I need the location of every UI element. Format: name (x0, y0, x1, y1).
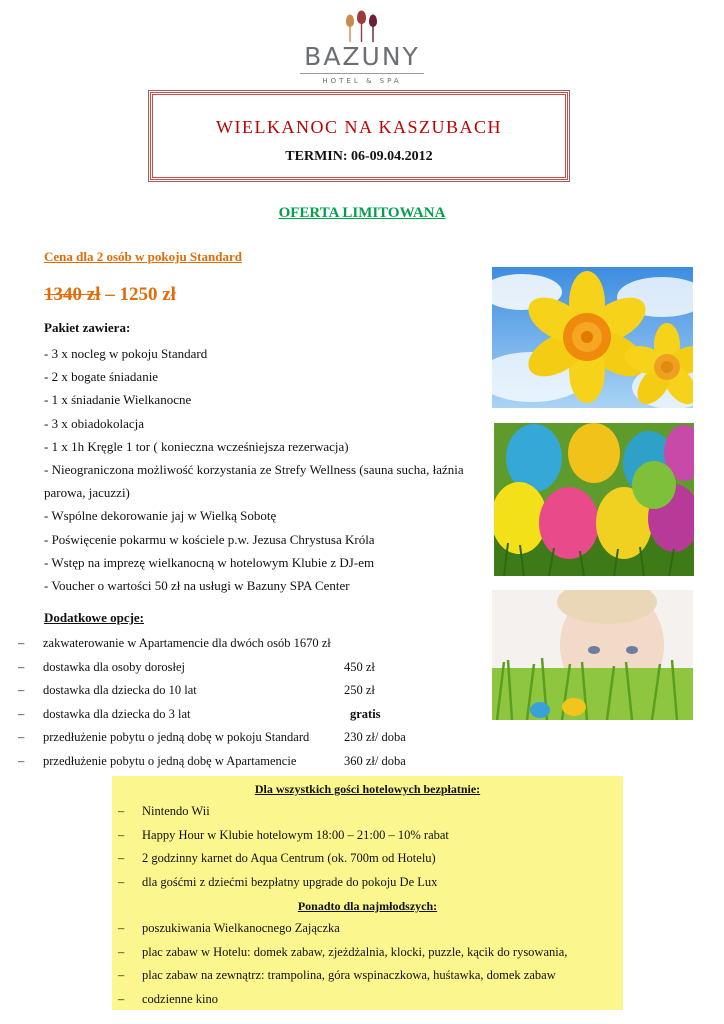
kids-list (112, 917, 623, 1011)
extras-label: zakwaterowanie w Apartamencie dla dwóch osób 1670 zł (43, 636, 331, 650)
package-item: - Poświęcenie pokarmu w kościele p.w. Jezusa Chrystusa Króla (44, 531, 375, 547)
extras-price: 450 zł (344, 659, 375, 674)
logo-brand-name: BAZUNY (304, 42, 420, 71)
list-dash: – (18, 636, 25, 650)
package-item: - Nieograniczona możliwość korzystania ze Strefy Wellness (sauna sucha, łaźnia (44, 462, 464, 478)
free-service-item (112, 871, 623, 895)
kids-item (112, 988, 623, 1012)
extras-label: dostawka dla osoby dorosłej (43, 659, 185, 674)
limited-offer-label: OFERTA LIMITOWANA (278, 205, 446, 221)
extras-price: 360 zł/ doba (344, 753, 406, 768)
free-service-label: Happy Hour w Klubie hotelowym 18:00 – 21:00 – 10% rabat (142, 827, 449, 842)
logo-divider (300, 73, 424, 74)
new-price: 1250 zł (119, 284, 176, 305)
list-dash: – (118, 921, 125, 935)
list-dash: – (18, 659, 25, 674)
event-term: TERMIN: 06-09.04.2012 (285, 149, 433, 164)
extras-item (0, 679, 460, 703)
free-service-item (112, 824, 623, 848)
page-title: WIELKANOC NA KASZUBACH (216, 117, 502, 137)
extras-label: przedłużenie pobytu o jedną dobę w pokoju Standard (43, 730, 310, 744)
list-dash: – (118, 944, 125, 959)
package-item: - 2 x bogate śniadanie (44, 369, 159, 385)
list-dash: – (18, 706, 25, 721)
list-dash: – (118, 804, 125, 818)
easter-eggs-photo (494, 423, 694, 576)
kids-item (112, 941, 623, 965)
kids-item (112, 917, 623, 941)
extras-label: przedłużenie pobytu o jedną dobę w Apartamencie (43, 753, 297, 768)
price-separator: – (100, 284, 120, 305)
package-list (44, 342, 490, 597)
extras-item (0, 703, 460, 727)
list-dash: – (18, 683, 25, 697)
extras-label: dostawka dla dziecka do 3 lat (43, 706, 191, 721)
header-box (150, 92, 568, 180)
extras-item (0, 750, 460, 774)
child-egg-hunt-photo (492, 590, 693, 720)
price (44, 284, 176, 306)
package-item: - 1 x 1h Kręgle 1 tor ( konieczna wcześniejsza rezerwacja) (44, 438, 349, 454)
kids-label: plac zabaw na zewnątrz: trampolina, góra wspinaczkowa, huśtawka, domek zabaw (142, 968, 556, 982)
free-services-box (112, 776, 623, 1010)
old-price: 1340 zł (44, 284, 101, 305)
package-item: - Voucher o wartości 50 zł na usługi w Bazuny SPA Center (44, 578, 350, 594)
package-item: - Wstęp na imprezę wielkanocną w hotelowym Klubie z DJ-em (44, 554, 375, 570)
package-item: - 1 x śniadanie Wielkanocne (44, 392, 192, 408)
daffodil-photo (492, 267, 693, 408)
extras-item (0, 726, 460, 750)
list-dash: – (118, 874, 125, 889)
hotel-logo (296, 8, 428, 88)
list-dash: – (118, 851, 125, 865)
price-heading: Cena dla 2 osób w pokoju Standard (44, 249, 242, 264)
kids-label: codzienne kino (142, 991, 219, 1006)
trees-logo-icon (342, 8, 382, 44)
package-item: - 3 x obiadokolacja (44, 415, 144, 431)
list-dash: – (118, 827, 125, 842)
kids-heading: Ponadto dla najmłodszych: (297, 899, 438, 913)
kids-item (112, 964, 623, 988)
extras-list (0, 632, 460, 773)
kids-label: poszukiwania Wielkanocnego Zajączka (142, 921, 340, 935)
logo-subtitle: HOTEL & SPA (322, 77, 402, 85)
extras-heading: Dodatkowe opcje: (44, 610, 145, 625)
free-service-item (112, 847, 623, 871)
package-item: - Wspólne dekorowanie jaj w Wielką Sobotę (44, 508, 277, 524)
package-item: - 3 x nocleg w pokoju Standard (44, 346, 208, 361)
list-dash: – (18, 730, 25, 744)
package-item: parowa, jacuzzi) (44, 485, 130, 501)
free-services-heading: Dla wszystkich gości hotelowych bezpłatnie: (254, 782, 481, 796)
extras-price: gratis (350, 706, 381, 721)
extras-label: dostawka dla dziecka do 10 lat (43, 683, 197, 697)
list-dash: – (18, 753, 25, 768)
kids-label: plac zabaw w Hotelu: domek zabaw, zjeżdżalnia, klocki, puzzle, kącik do rysowania, (142, 944, 568, 959)
package-heading: Pakiet zawiera: (44, 320, 131, 335)
free-service-label: dla gośćmi z dziećmi bezpłatny upgrade do pokoju De Lux (142, 874, 438, 889)
list-dash: – (118, 968, 125, 982)
extras-item (0, 632, 460, 656)
extras-item (0, 656, 460, 680)
free-service-item (112, 800, 623, 824)
free-services-list (112, 800, 623, 894)
free-service-label: 2 godzinny karnet do Aqua Centrum (ok. 700m od Hotelu) (142, 851, 436, 865)
extras-price: 230 zł/ doba (344, 730, 406, 744)
free-service-label: Nintendo Wii (142, 804, 210, 818)
list-dash: – (118, 991, 125, 1006)
extras-price: 250 zł (344, 683, 375, 697)
